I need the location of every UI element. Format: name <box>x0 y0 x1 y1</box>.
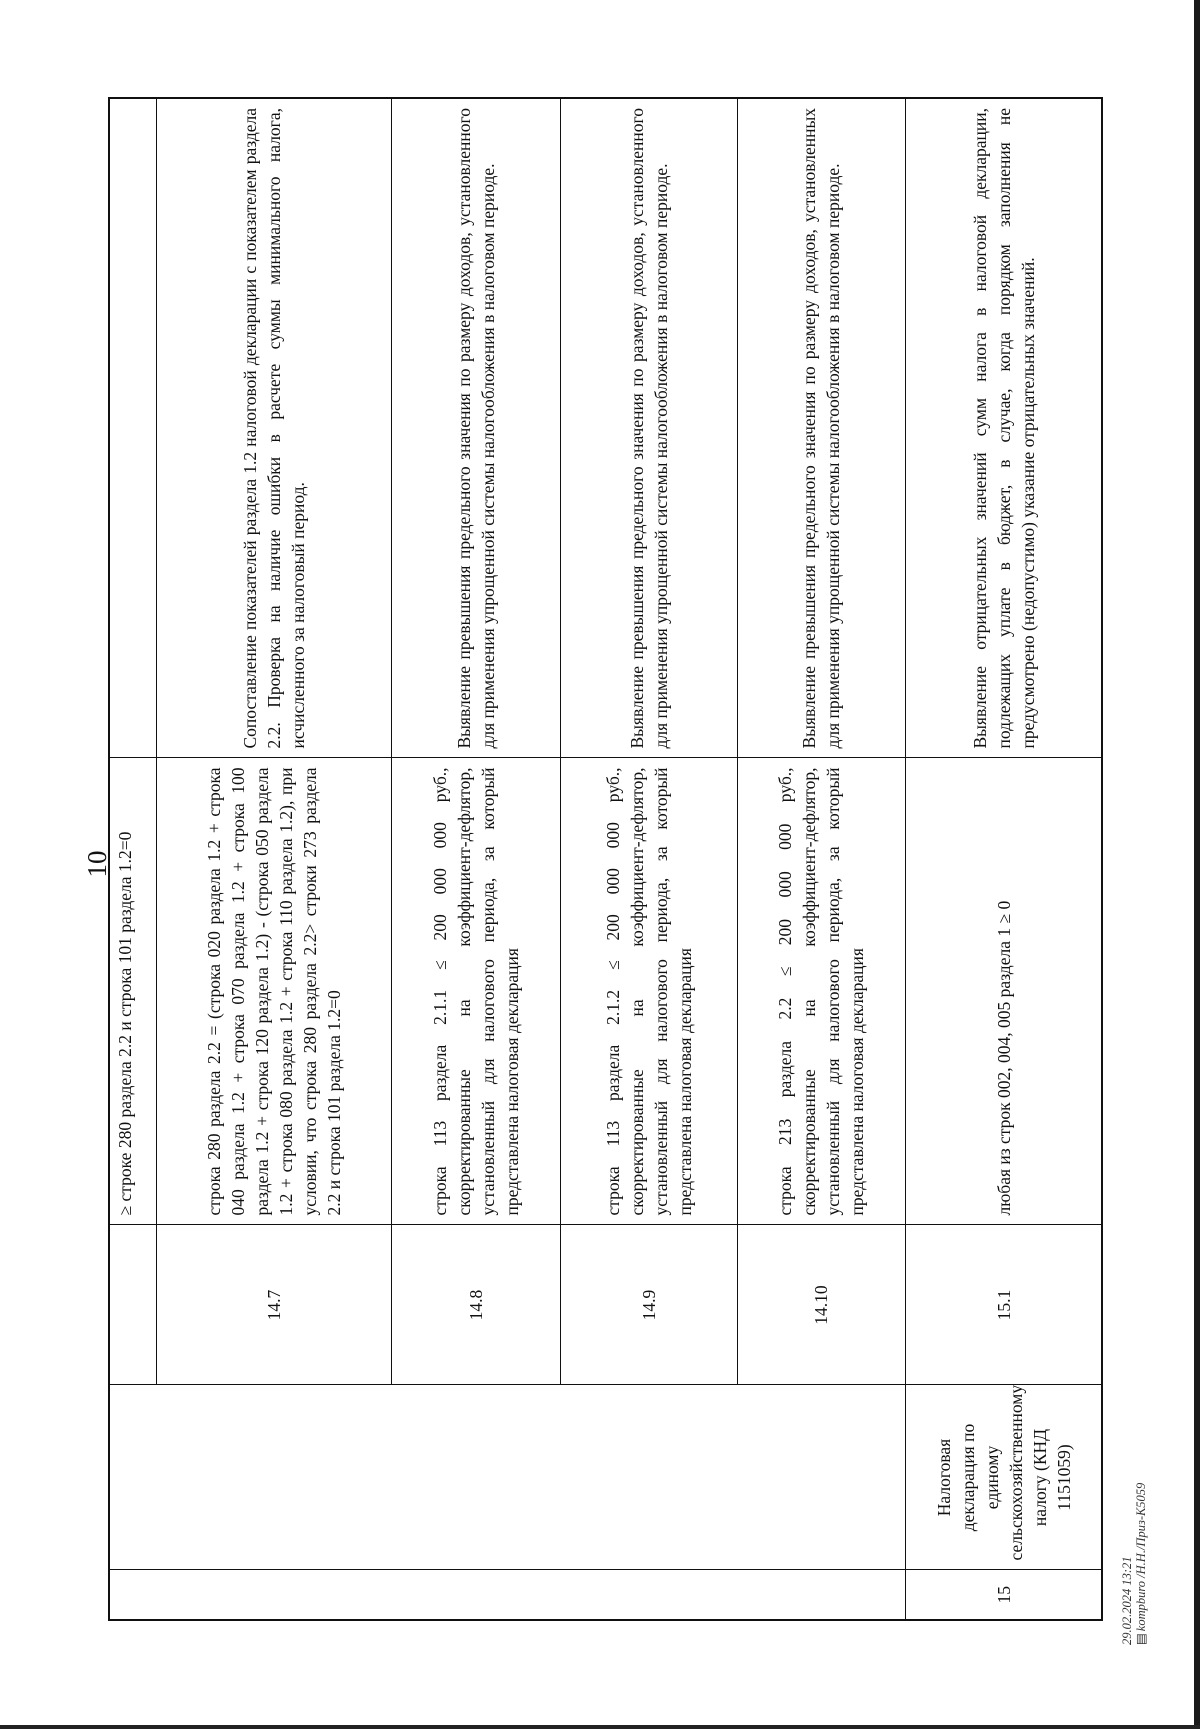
ratio-number-cell: 14.7 <box>156 1225 392 1385</box>
ratio-condition-cell: любая из строк 002, 004, 005 раздела 1 ≥ 0 <box>906 758 1102 1225</box>
page-number: 10 <box>82 850 112 878</box>
ratio-condition-cell: строка 280 раздела 2.2 = (строка 020 раздела 1.2 + строка 040 раздела 1.2 + строка 070 раздела 1.2 + строка 100 раздела 1.2 + строка 120 раздела 1.2) - (строка 050 раздела 1.2 + строка 080 раздела 1.2 + строка 110 раздела 1.2), при условии, что строка 280 раздела 2.2> строки 273 раздела 2.2 и строка 101 раздела 1.2=0 <box>156 758 392 1225</box>
ratio-number-cell: 14.8 <box>392 1225 560 1385</box>
print-footer <box>1120 1483 1148 1645</box>
ratio-description-cell: Выявление превышения предельного значения по размеру доходов, установленных для применения упрощенной системы налогообложения в налоговом периоде. <box>737 98 905 758</box>
print-source: kompburo /Н.Н./Приз-К5059 <box>1134 1482 1148 1632</box>
table-row <box>906 98 1102 1620</box>
control-ratios-table <box>108 97 1103 1621</box>
ratio-description-cell: Выявление превышения предельного значения по размеру доходов, установленного для применения упрощенной системы налогообложения в налоговом периоде. <box>392 98 560 758</box>
declaration-name-cell: Налоговая декларация по единому сельскохозяйственному налогу (КНД 1151059) <box>906 1385 1102 1570</box>
printer-icon: ▤ <box>1134 1633 1148 1645</box>
row-number-cell <box>109 1570 906 1620</box>
ratio-condition-cell: ≥ строке 280 раздела 2.2 и строка 101 раздела 1.2=0 <box>109 758 156 1225</box>
ratio-number-cell: 14.10 <box>737 1225 905 1385</box>
ratio-condition-cell: строка 113 раздела 2.1.2 ≤ 200 000 000 руб., скорректированные на коэффициент-дефлятор, установленный для налогового периода, за который представлена налоговая декларация <box>560 758 737 1225</box>
document-table-wrapper <box>108 99 1108 1621</box>
ratio-number-cell <box>109 1225 156 1385</box>
ratio-description-cell: Выявление превышения предельного значения по размеру доходов, установленного для применения упрощенной системы налогообложения в налоговом периоде. <box>560 98 737 758</box>
ratio-number-cell: 14.9 <box>560 1225 737 1385</box>
print-timestamp: 29.02.2024 13:21 <box>1120 1556 1134 1645</box>
ratio-condition-cell: строка 213 раздела 2.2 ≤ 200 000 000 руб., скорректированные на коэффициент-дефлятор, установленный для налогового периода, за который представлена налоговая декларация <box>737 758 905 1225</box>
ratio-condition-cell: строка 113 раздела 2.1.1 ≤ 200 000 000 руб., скорректированные на коэффициент-дефлятор, установленный для налогового периода, за который представлена налоговая декларация <box>392 758 560 1225</box>
ratio-description-cell: Сопоставление показателей раздела 1.2 налоговой декларации с показателем раздела 2.2. Проверка на наличие ошибки в расчете суммы минимального налога, исчисленного за налоговый период. <box>156 98 392 758</box>
declaration-name-cell <box>109 1385 906 1570</box>
table-row <box>109 98 156 1620</box>
ratio-description-cell <box>109 98 156 758</box>
ratio-number-cell: 15.1 <box>906 1225 1102 1385</box>
row-number-cell: 15 <box>906 1570 1102 1620</box>
ratio-description-cell: Выявление отрицательных значений сумм налога в налоговой декларации, подлежащих уплате в бюджет, в случае, когда порядком заполнения не предусмотрено (недопустимо) указание отрицательных значений. <box>906 98 1102 758</box>
